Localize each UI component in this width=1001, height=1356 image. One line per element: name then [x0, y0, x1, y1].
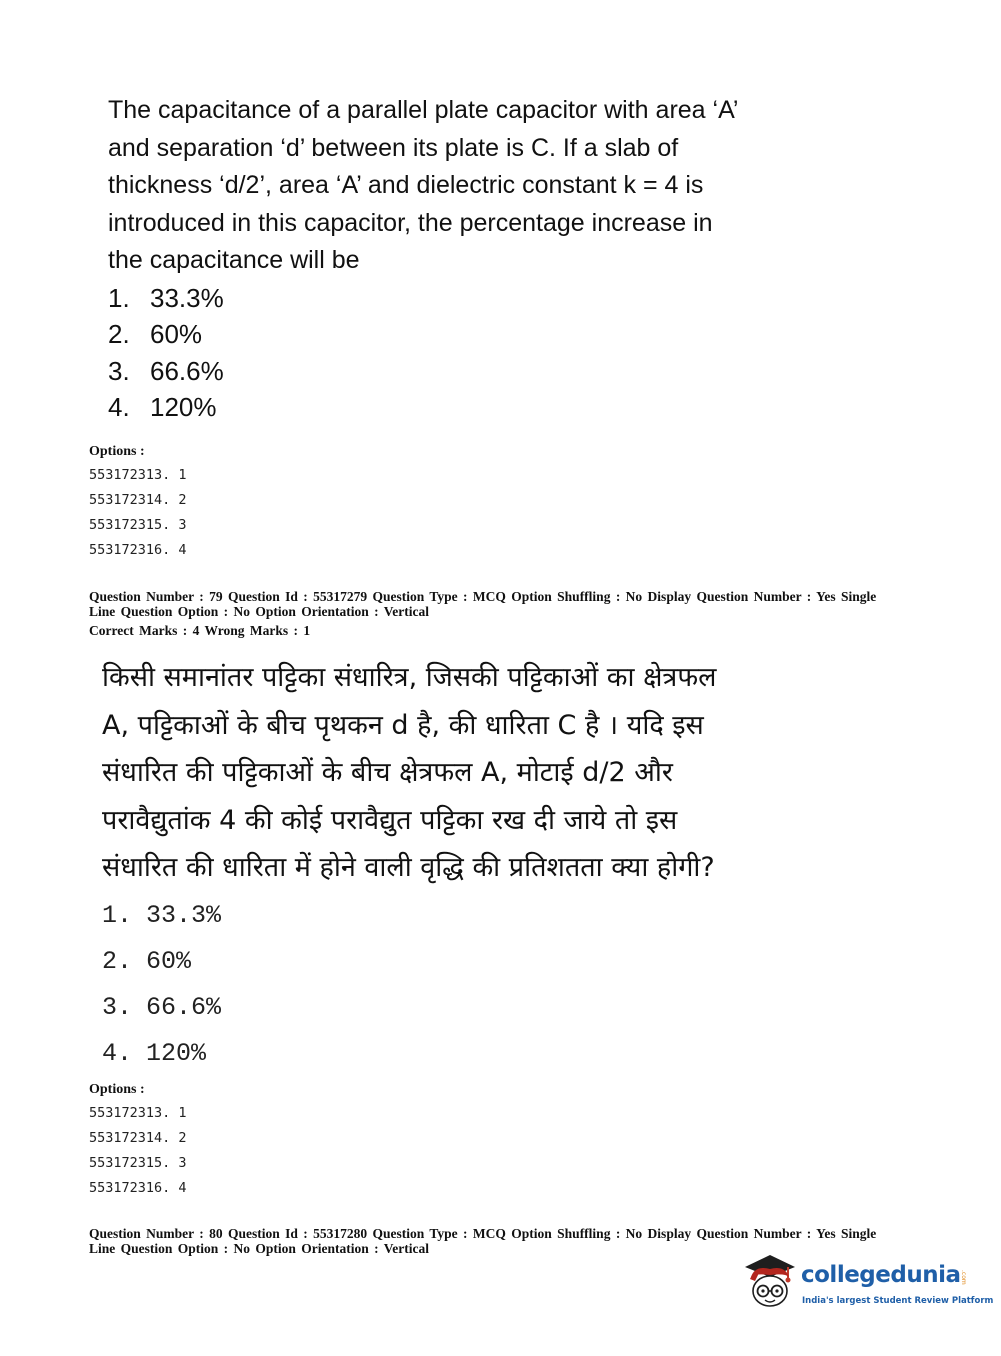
answer-choice — [102, 985, 862, 1031]
question-line: introduced in this capacitor, the percentage increase in — [108, 208, 713, 237]
question-line: A, पट्टिकाओं के बीच पृथकन d है, की धारिता C है । यदि इस — [102, 709, 704, 741]
choice-text: 120% — [150, 392, 217, 422]
option-id: 553172315. 3 — [89, 517, 187, 533]
choice-number: 1. — [102, 900, 133, 930]
collegedunia-logo — [741, 1251, 994, 1321]
answer-choices — [108, 280, 828, 426]
answer-choice — [102, 1031, 862, 1077]
option-id: 553172315. 3 — [89, 1155, 187, 1171]
choice-number: 2. — [102, 946, 133, 976]
choice-text: 66.6% — [146, 992, 222, 1022]
answer-choice — [108, 389, 828, 426]
student-mascot-icon — [741, 1251, 799, 1317]
answer-choice — [108, 353, 828, 390]
choice-number: 4. — [102, 1038, 133, 1068]
marks-line: Correct Marks : 4 Wrong Marks : 1 — [89, 623, 311, 638]
question-line: संधारित की धारिता में होने वाली वृद्धि की प्रतिशतता क्या होगी? — [102, 852, 715, 883]
option-id: 553172313. 1 — [89, 467, 187, 483]
question-line: thickness ‘d/2’, area ‘A’ and dielectric constant k = 4 is — [108, 171, 704, 199]
meta-line: Question Number : 79 Question Id : 55317279 Question Type : MCQ Option Shuffling : No Display Question Number : Yes Single — [89, 589, 877, 604]
brand-suffix: .com — [960, 1270, 967, 1285]
option-id: 553172314. 2 — [89, 1130, 187, 1146]
choice-number: 3. — [108, 355, 130, 386]
question-line: किसी समानांतर पट्टिका संधारित्र, जिसकी पट्टिकाओं का क्षेत्रफल — [102, 662, 717, 693]
choice-text: 60% — [150, 319, 203, 349]
question-line: संधारित की पट्टिकाओं के बीच क्षेत्रफल A, मोटाई d/2 और — [102, 757, 673, 788]
options-id-list — [89, 441, 389, 563]
question-line: परावैद्युतांक 4 की कोई परावैद्युत पट्टिका रख दी जाये तो इस — [102, 804, 678, 836]
answer-choice — [108, 316, 828, 353]
choice-number: 2. — [108, 319, 130, 349]
answer-choice — [102, 893, 862, 939]
answer-choice — [108, 280, 828, 317]
choice-text: 33.3% — [146, 900, 222, 930]
option-id: 553172316. 4 — [89, 542, 187, 558]
meta-line: Line Question Option : No Option Orientation : Vertical — [89, 604, 430, 619]
question-line: and separation ‘d’ between its plate is C. If a slab of — [108, 133, 679, 162]
question-79-text — [102, 654, 862, 1077]
choice-number: 3. — [102, 992, 133, 1022]
choice-text: 33.3% — [150, 282, 224, 313]
options-label: Options : — [89, 1082, 145, 1097]
brand-tagline: India's largest Student Review Platform — [802, 1296, 994, 1306]
meta-line: Line Question Option : No Option Orientation : Vertical — [89, 1241, 430, 1256]
choice-text: 60% — [146, 946, 192, 976]
answer-choice — [102, 939, 862, 985]
question-line: the capacitance will be — [108, 246, 360, 274]
meta-line: Question Number : 80 Question Id : 55317280 Question Type : MCQ Option Shuffling : No Display Question Number : Yes Single — [89, 1226, 877, 1241]
choice-number: 1. — [108, 282, 130, 313]
answer-choices — [102, 893, 862, 1077]
choice-text: 66.6% — [150, 355, 224, 386]
options-label: Options : — [89, 444, 145, 459]
question-78-text — [108, 92, 828, 426]
option-id: 553172313. 1 — [89, 1105, 187, 1121]
option-id: 553172316. 4 — [89, 1180, 187, 1196]
question-line: The capacitance of a parallel plate capacitor with area ‘A’ — [108, 96, 739, 124]
choice-number: 4. — [108, 392, 130, 422]
option-id: 553172314. 2 — [89, 492, 187, 508]
options-id-list — [89, 1079, 389, 1201]
question-79-meta — [89, 589, 919, 638]
brand-name: collegedunia — [801, 1262, 961, 1288]
choice-text: 120% — [146, 1038, 207, 1068]
